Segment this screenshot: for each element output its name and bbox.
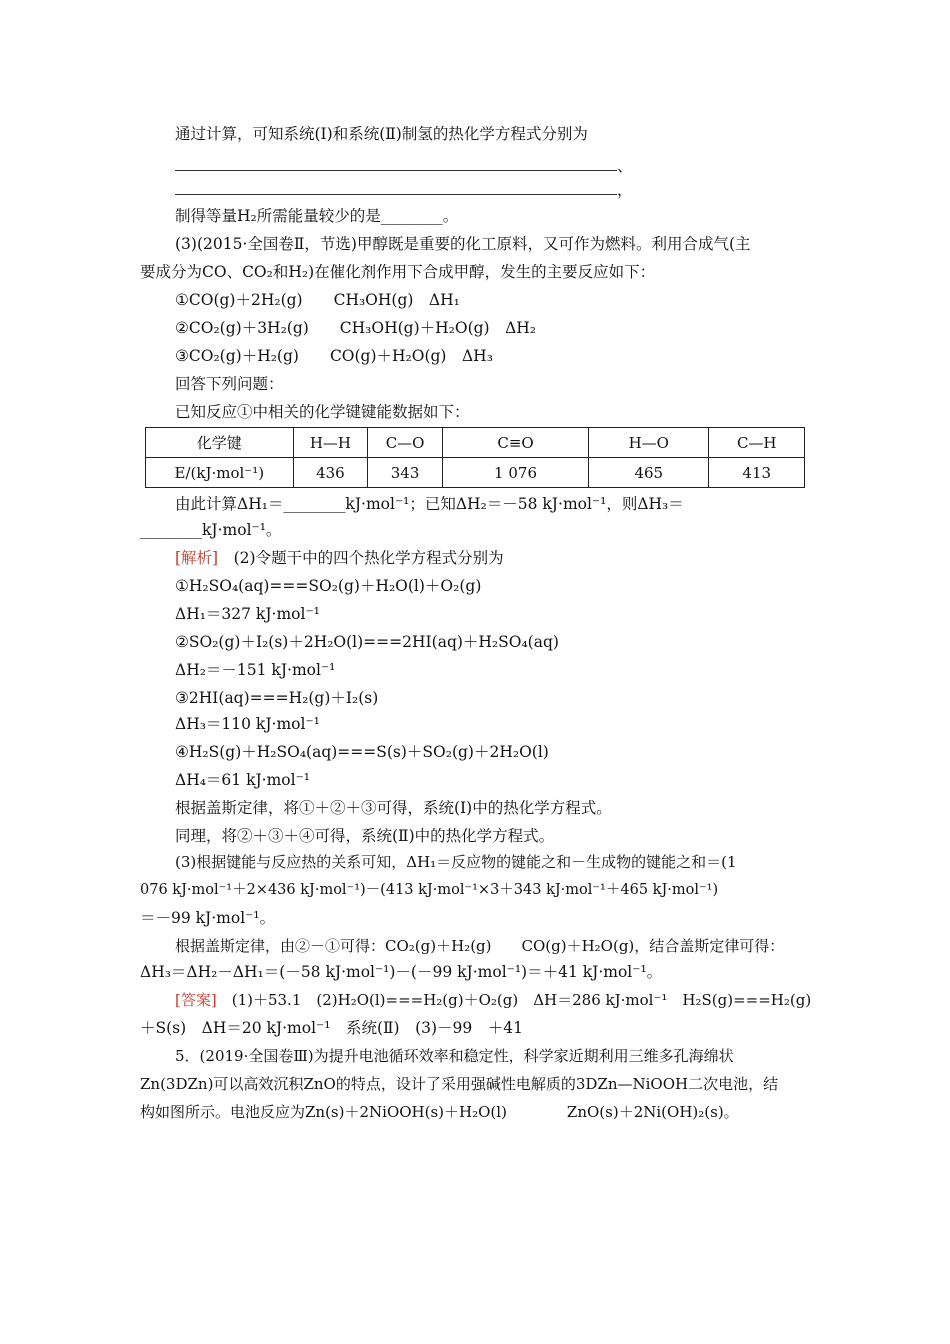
equation-line: ΔH₂＝－151 kJ·mol⁻¹ — [175, 661, 336, 679]
text-line: ＝－99 kJ·mol⁻¹。 — [140, 909, 276, 927]
table-cell: C—H — [709, 428, 805, 458]
equation-line: ΔH₁＝327 kJ·mol⁻¹ — [175, 605, 320, 623]
table-cell: 1 076 — [442, 458, 588, 488]
equation-line: ④H₂S(g)＋H₂SO₄(aq)===S(s)＋SO₂(g)＋2H₂O(l) — [175, 743, 549, 761]
table-cell: C—O — [368, 428, 443, 458]
analysis-heading: [解析] (2)令题干中的四个热化学方程式分别为 — [175, 549, 504, 567]
table-cell: 465 — [589, 458, 709, 488]
text-line: 根据盖斯定律，由②－①可得：CO₂(g)＋H₂(g) CO(g)＋H₂O(g)，结合盖斯定律可得： — [175, 937, 785, 955]
table-cell: 436 — [293, 458, 368, 488]
equation-line: ①H₂SO₄(aq)===SO₂(g)＋H₂O(l)＋O₂(g) — [175, 577, 482, 595]
text-line: 已知反应①中相关的化学键键能数据如下： — [175, 403, 470, 421]
table-cell: 化学键 — [146, 428, 294, 458]
text-line: 076 kJ·mol⁻¹＋2×436 kJ·mol⁻¹)－(413 kJ·mol⁻¹×3＋343 kJ·mol⁻¹＋465 kJ·mol⁻¹) — [140, 882, 719, 898]
table-cell: 413 — [709, 458, 805, 488]
question-line: Zn(3DZn)可以高效沉积ZnO的特点，设计了采用强碱性电解质的3DZn—NiOOH二次电池，结 — [140, 1075, 779, 1093]
answer-blank-line: 、 — [175, 156, 633, 176]
equation-line: ΔH₄＝61 kJ·mol⁻¹ — [175, 771, 310, 789]
text-line: 要成分为CO、CO₂和H₂)在催化剂作用下合成甲醇，发生的主要反应如下： — [140, 263, 656, 281]
equation-line: ①CO(g)＋2H₂(g) CH₃OH(g) ΔH₁ — [175, 291, 460, 309]
table-cell: H—O — [589, 428, 709, 458]
bond-energy-table — [145, 427, 805, 488]
text-line: ΔH₃＝ΔH₂－ΔH₁＝(－58 kJ·mol⁻¹)－(－99 kJ·mol⁻¹)＝＋41 kJ·mol⁻¹。 — [140, 963, 663, 981]
table-cell: H—H — [293, 428, 368, 458]
text-line: 由此计算ΔH₁＝________kJ·mol⁻¹；已知ΔH₂＝－58 kJ·mol⁻¹，则ΔH₃＝ — [175, 495, 684, 513]
text-line: 回答下列问题： — [175, 375, 284, 393]
analysis-tag: [解析] — [175, 549, 219, 567]
equation-line: ΔH₃＝110 kJ·mol⁻¹ — [175, 715, 320, 733]
equation-line: ③CO₂(g)＋H₂(g) CO(g)＋H₂O(g) ΔH₃ — [175, 347, 493, 365]
text-line: (3)根据键能与反应热的关系可知，ΔH₁＝反应物的键能之和－生成物的键能之和＝(1 — [175, 853, 737, 871]
answer-line: [答案] (1)＋53.1 (2)H₂O(l)===H₂(g)＋O₂(g) ΔH＝286 kJ·mol⁻¹ H₂S(g)===H₂(g) — [175, 991, 812, 1009]
equation-line: ②CO₂(g)＋3H₂(g) CH₃OH(g)＋H₂O(g) ΔH₂ — [175, 319, 537, 337]
text-line: 根据盖斯定律，将①＋②＋③可得，系统(Ⅰ)中的热化学方程式。 — [175, 799, 612, 817]
equation-line: ③2HI(aq)===H₂(g)＋I₂(s) — [175, 689, 379, 707]
table-header-row — [146, 428, 805, 458]
question-line: 5．(2019·全国卷Ⅲ)为提升电池循环效率和稳定性，科学家近期利用三维多孔海绵状 — [175, 1047, 734, 1065]
answer-line: ＋S(s) ΔH＝20 kJ·mol⁻¹ 系统(Ⅱ) (3)－99 ＋41 — [140, 1019, 523, 1037]
question-line: 构如图所示。电池反应为Zn(s)＋2NiOOH(s)＋H₂O(l) ZnO(s)＋2Ni(OH)₂(s)。 — [140, 1103, 739, 1121]
answer-tag: [答案] — [175, 991, 217, 1009]
text-line: (3)(2015·全国卷Ⅱ，节选)甲醇既是重要的化工原料，又可作为燃料。利用合成气(主 — [175, 235, 751, 253]
table-cell: E/(kJ·mol⁻¹) — [146, 458, 294, 488]
table-row — [146, 458, 805, 488]
text-line: 通过计算，可知系统(Ⅰ)和系统(Ⅱ)制氢的热化学方程式分别为 — [175, 125, 588, 143]
text-line: ________kJ·mol⁻¹。 — [140, 521, 282, 539]
table-cell: C≡O — [442, 428, 588, 458]
answer-blank-line: ， — [175, 180, 633, 200]
text-line: 同理，将②＋③＋④可得，系统(Ⅱ)中的热化学方程式。 — [175, 827, 555, 845]
equation-line: ②SO₂(g)＋I₂(s)＋2H₂O(l)===2HI(aq)＋H₂SO₄(aq) — [175, 633, 559, 651]
table-cell: 343 — [368, 458, 443, 488]
text-line: 制得等量H₂所需能量较少的是________。 — [175, 207, 459, 225]
